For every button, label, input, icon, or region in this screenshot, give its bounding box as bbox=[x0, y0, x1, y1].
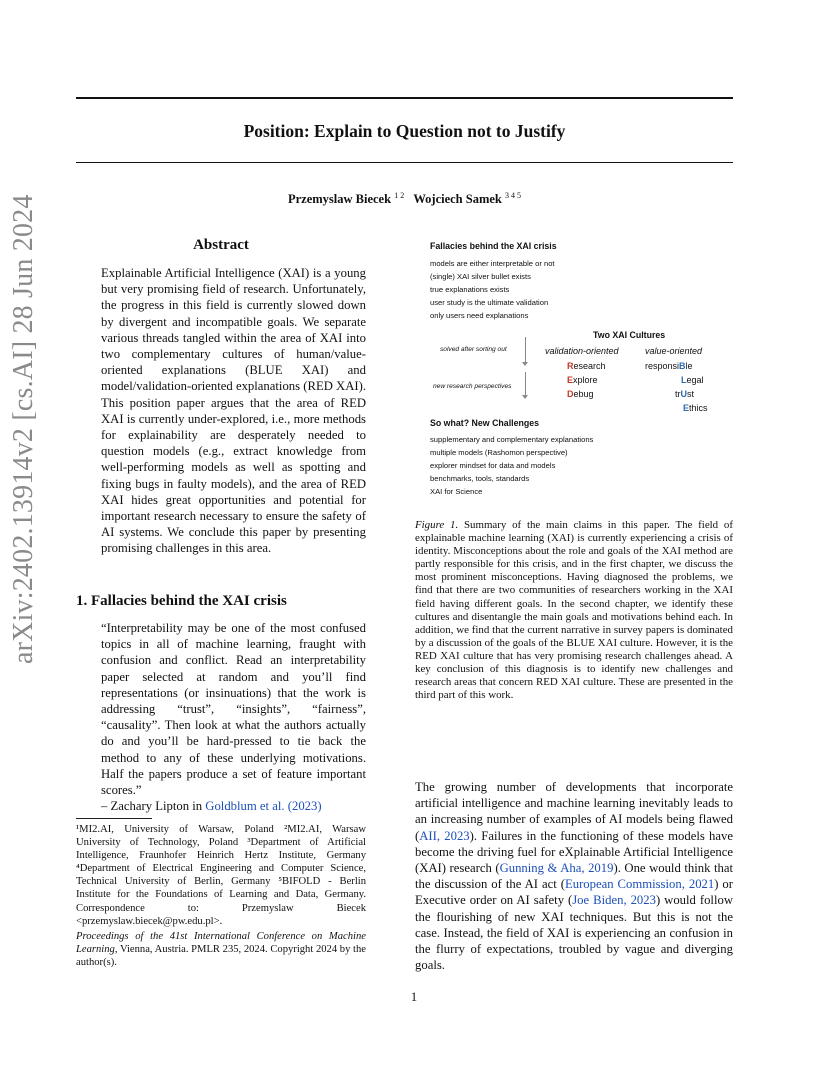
citation-link[interactable]: Gunning & Aha, 2019 bbox=[499, 861, 614, 876]
quote-text: “Interpretability may be one of the most confused topics in all of machine learning, fraught with confusion and conflict. Read an interpretability paper selected at random and you’ll find representations (or insinuations) that the work is addressing “trust”, “insights”, “fairness”, “causality”. Then look at what the authors actually do and you’ll be hard-pressed to tie back the method to any of these underlying motivations. Half the papers produce a set of feature important scores.” bbox=[101, 621, 366, 798]
challenge-item: supplementary and complementary explanations bbox=[430, 435, 594, 444]
figure-caption bbox=[415, 519, 733, 702]
red-word: Explore bbox=[567, 375, 598, 385]
blue-word: Ethics bbox=[683, 403, 708, 413]
column-head-validation: validation-oriented bbox=[545, 346, 619, 356]
column-head-value: value-oriented bbox=[645, 346, 703, 356]
challenge-item: multiple models (Rashomon perspective) bbox=[430, 448, 568, 457]
footnote-rule bbox=[76, 818, 152, 819]
arrow-down-icon bbox=[522, 362, 528, 366]
page-number: 1 bbox=[410, 990, 418, 1004]
fallacy-item: true explanations exists bbox=[430, 285, 510, 294]
proceedings-note bbox=[76, 930, 366, 969]
figure-heading-fallacies: Fallacies behind the XAI crisis bbox=[430, 241, 557, 251]
title-top-rule bbox=[76, 97, 733, 99]
caption-text: Summary of the main claims in this paper. The field of explainable machine learning (XAI) is currently experiencing a crisis of identity. Misconceptions about the role and goals of the XAI method are partly responsible for this crisis, and in the first chapter, we discuss the most prominent misconceptions. Having diagnosed the problems, we find that there are two communities of researchers working in the XAI field having different goals. In the second chapter, we identify these cultures and disentangle the main goals and motivations behind each. In addition, we find that the current narrative in survey papers is dominated by a discussion of the goals of the BLUE XAI culture. However, it is the RED XAI culture that has very promising research challenges ahead. A key conclusion of this diagnosis is to identify new challenges and research areas that concern RED XAI culture. These are presented in the third part of this work. bbox=[415, 519, 733, 702]
quote-attribution: – Zachary Lipton in bbox=[101, 799, 206, 814]
fallacy-item: only users need explanations bbox=[430, 311, 529, 320]
figure-heading-cultures: Two XAI Cultures bbox=[593, 330, 666, 340]
citation-link[interactable]: European Commission, 2021 bbox=[564, 877, 715, 892]
fallacy-item: (single) XAI silver bullet exists bbox=[430, 272, 531, 281]
caption-label: Figure 1. bbox=[415, 519, 459, 531]
citation-link[interactable]: AII, 2023 bbox=[419, 828, 470, 843]
blue-word: responsiBle bbox=[645, 361, 693, 371]
fallacy-item: user study is the ultimate validation bbox=[430, 298, 549, 307]
challenge-item: XAI for Science bbox=[430, 487, 483, 496]
citation-link[interactable]: Goldblum et al. (2023) bbox=[205, 799, 322, 814]
side-label-solved: solved after sorting out bbox=[440, 346, 507, 353]
blue-word: Legal bbox=[681, 375, 704, 385]
blue-word: trUst bbox=[675, 389, 695, 399]
author-affiliation-marks: 1 2 bbox=[394, 191, 405, 200]
section-heading: 1. Fallacies behind the XAI crisis bbox=[76, 593, 287, 609]
intro-paragraph: The growing number of developments that incorporate artificial intelligence and machine learning inevitably leads to an increasing number of examples of AI models being flawed (AII, 2023). Failures in the functioning of these models have become the driving fuel for eXplainable Artificial Intelligence (XAI) research (Gunning & Aha, 2019). One would think that the discussion of the AI act (European Commission, 2021) or Executive order on AI safety (Joe Biden, 2023) would follow the flourishing of new XAI techniques. But this is not the case. Instead, the field of XAI is experiencing an confusion in the flurry of expectations, troubled by vague and diverging goals. bbox=[415, 780, 733, 973]
side-label-new: new research perspectives bbox=[433, 383, 512, 390]
author-list bbox=[76, 191, 733, 207]
challenge-item: explorer mindset for data and models bbox=[430, 461, 556, 470]
proceedings-venue: Proceedings of the 41st International Conference on Machine Learning bbox=[76, 931, 366, 956]
citation-link[interactable]: Joe Biden, 2023 bbox=[572, 893, 656, 908]
title-bottom-rule bbox=[76, 162, 733, 163]
arrow-line bbox=[525, 372, 526, 396]
author-affiliation-marks: 3 4 5 bbox=[505, 191, 522, 200]
arrow-line bbox=[525, 337, 526, 363]
epigraph-quote bbox=[101, 620, 366, 814]
figure-heading-challenges: So what? New Challenges bbox=[430, 418, 540, 428]
abstract-text: Explainable Artificial Intelligence (XAI) is a young but very promising field of research. Unfortunately, the progress in this field is currently slowed down by divergent and incompatible goals. We separate various threads tangled within the area of XAI into two complementary cultures of human/value-oriented explanations (BLUE XAI) and model/validation-oriented explanations (RED XAI). This position paper argues that the area of RED XAI is currently under-explored, i.e., more methods for explainability are desperately needed to question models (e.g., extract knowledge from well-performing models as well as spotting and fixing bugs in faulty models), and the area of RED XAI hides great opportunities and potential for important research necessary to ensure the safety of AI systems. We conclude this paper by presenting promising challenges in this area. bbox=[101, 266, 366, 556]
author-name: Przemyslaw Biecek bbox=[287, 192, 392, 207]
fallacy-item: models are either interpretable or not bbox=[430, 259, 555, 268]
paper-title: Position: Explain to Question not to Justify bbox=[243, 121, 566, 141]
abstract-heading: Abstract bbox=[193, 237, 249, 253]
author-name: Wojciech Samek bbox=[413, 192, 502, 207]
challenge-item: benchmarks, tools, standards bbox=[430, 474, 530, 483]
arxiv-stamp: arXiv:2402.13914v2 [cs.AI] 28 Jun 2024 bbox=[8, 194, 39, 664]
red-word: Research bbox=[567, 361, 606, 371]
arrow-down-icon bbox=[522, 395, 528, 399]
red-word: Debug bbox=[567, 389, 594, 399]
affiliations-footnote: ¹MI2.AI, University of Warsaw, Poland ²MI2.AI, Warsaw University of Technology, Poland ³Department of Artificial Intelligence, Fraunhofer Heinrich Hertz Institute, Germany ⁴Department of Electrical Engineering and Computer Science, Technical University of Berlin, Germany ⁵BIFOLD - Berlin Institute for the Foundations of Learning and Data, Germany. Correspondence to: Przemyslaw Biecek <przemyslaw.biecek@pw.edu.pl>. bbox=[76, 824, 366, 927]
figure-1 bbox=[415, 238, 733, 500]
proceedings-details: , Vienna, Austria. PMLR 235, 2024. Copyright 2024 by the author(s). bbox=[76, 944, 366, 969]
